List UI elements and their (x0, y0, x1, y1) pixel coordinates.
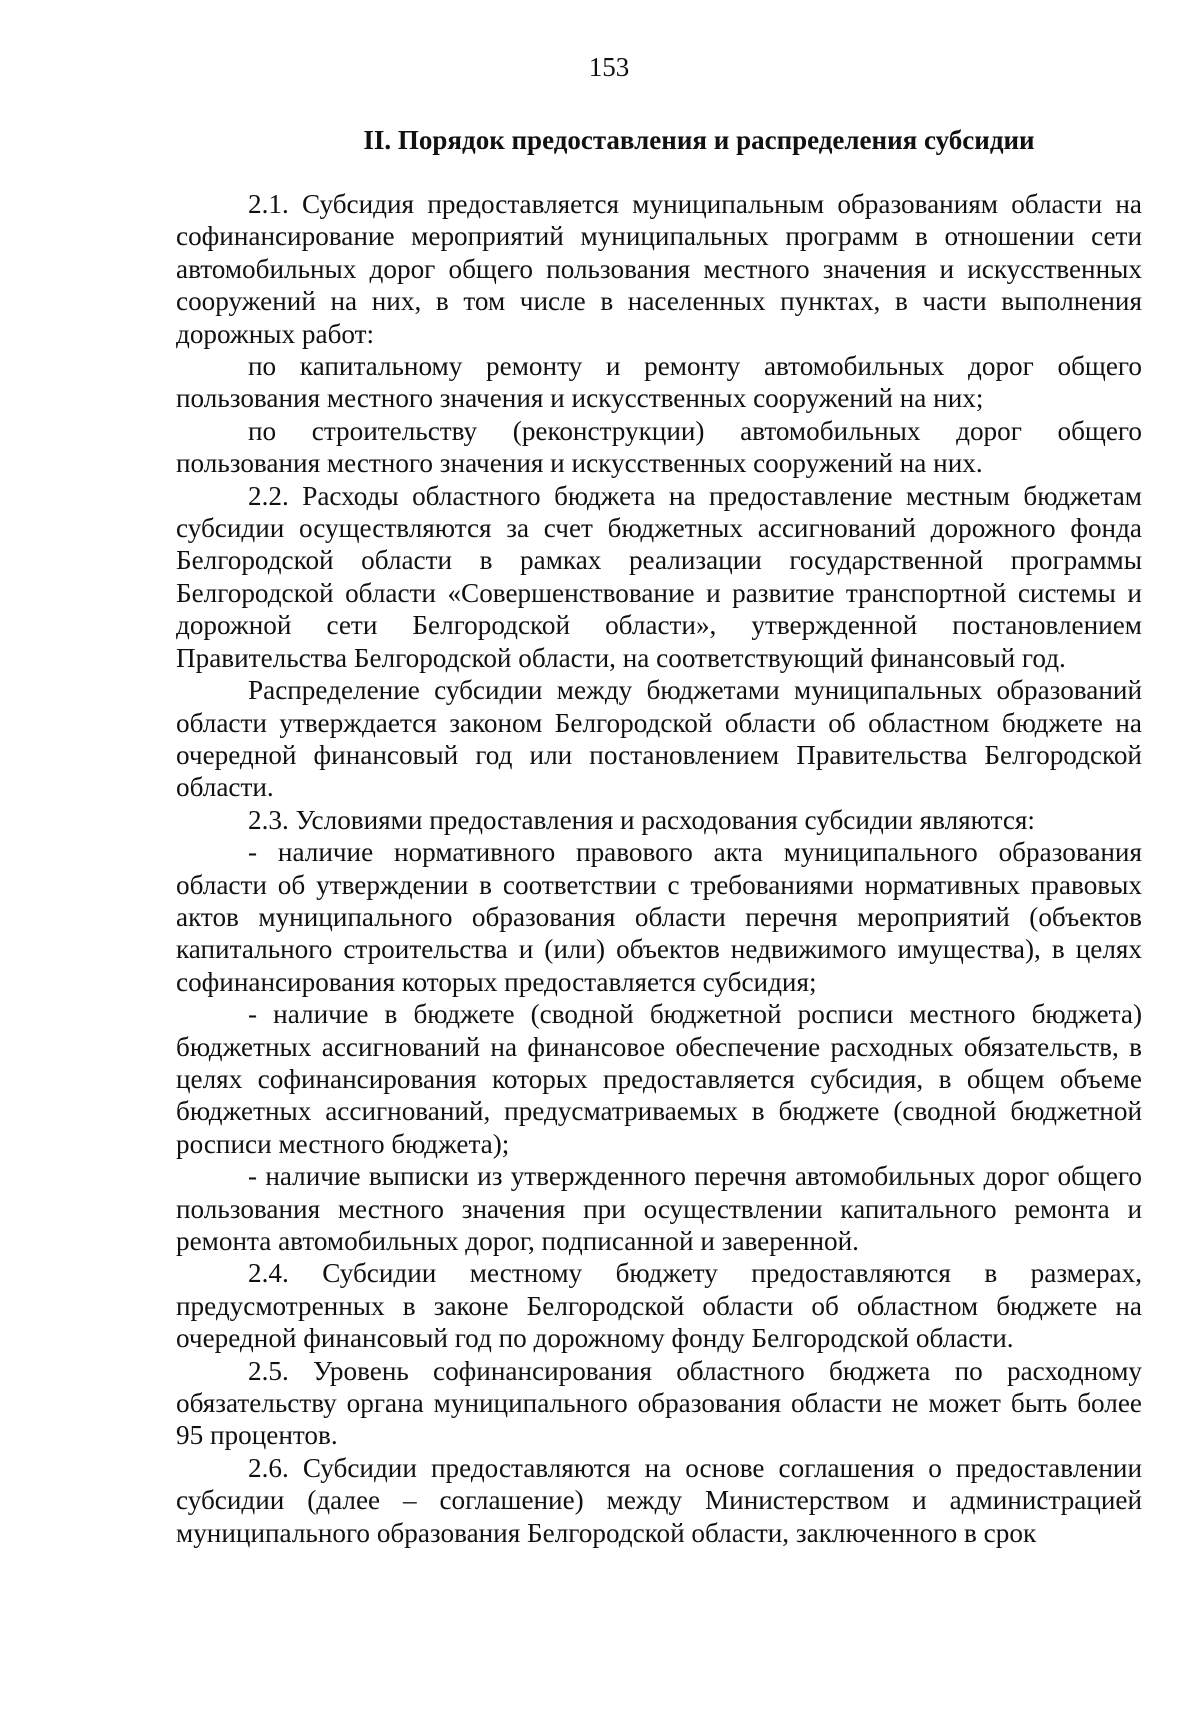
paragraph-2-3: 2.3. Условиями предоставления и расходования субсидии являются: (248, 804, 1035, 835)
document-body (176, 188, 1142, 1549)
paragraph-2-5: 2.5. Уровень софинансирования областного бюджета по расходному обязательству органа муниципального образования области не может быть более 95 процентов. (176, 1355, 1142, 1451)
page-number: 153 (588, 52, 630, 82)
paragraph-2-4: 2.4. Субсидии местному бюджету предоставляются в размерах, предусмотренных в законе Белгородской области об областном бюджете на очередной финансовый год по дорожному фонду Белгородской области. (176, 1258, 1142, 1354)
paragraph-2-3-condition-extract: - наличие выписки из утвержденного перечня автомобильных дорог общего пользования местного значения при осуществлении капитального ремонта и ремонта автомобильных дорог, подписанной и заверенной. (176, 1161, 1142, 1256)
paragraph-2-2: 2.2. Расходы областного бюджета на предоставление местным бюджетам субсидии осуществляются за счет бюджетных ассигнований дорожного фонда Белгородской области в рамках реализации государственной программы Белгородской области «Совершенствование и развитие транспортной системы и дорожной сети Белгородской области», утвержденной постановлением Правительства Белгородской области, на соответствующий финансовый год. (176, 480, 1142, 673)
paragraph-2-3-condition-normative-act: - наличие нормативного правового акта муниципального образования области об утверждении в соответствии с требованиями нормативных правовых актов муниципального образования области перечня мероприятий (объектов капитального строительства и (или) объектов недвижимого имущества), в целях софинансирования которых предоставляется субсидия; (176, 837, 1142, 997)
paragraph-2-6: 2.6. Субсидии предоставляются на основе соглашения о предоставлении субсидии (далее – соглашение) между Министерством и администрацией муниципального образования Белгородской области, заключенного в срок (176, 1452, 1142, 1548)
paragraph-2-1-item-construction: по строительству (реконструкции) автомобильных дорог общего пользования местного значения и искусственных сооружений на них. (176, 415, 1142, 479)
paragraph-2-1-item-capital-repair: по капитальному ремонту и ремонту автомобильных дорог общего пользования местного значения и искусственных сооружений на них; (176, 351, 1142, 414)
paragraph-distribution: Распределение субсидии между бюджетами муниципальных образований области утверждается законом Белгородской области об областном бюджете на очередной финансовый год или постановлением Правительства Белгородской области. (176, 675, 1142, 803)
paragraph-2-1: 2.1. Субсидия предоставляется муниципальным образованиям области на софинансирование мероприятий муниципальных программ в отношении сети автомобильных дорог общего пользования местного значения и искусственных сооружений на них, в том числе в населенных пунктах, в части выполнения дорожных работ: (176, 189, 1142, 349)
paragraph-2-3-condition-budget: - наличие в бюджете (сводной бюджетной росписи местного бюджета) бюджетных ассигнований на финансовое обеспечение расходных обязательств, в целях софинансирования которых предоставляется субсидия, в общем объеме бюджетных ассигнований, предусматриваемых в бюджете (сводной бюджетной росписи местного бюджета); (176, 999, 1142, 1159)
section-title: II. Порядок предоставления и распределения субсидии (363, 125, 1035, 155)
